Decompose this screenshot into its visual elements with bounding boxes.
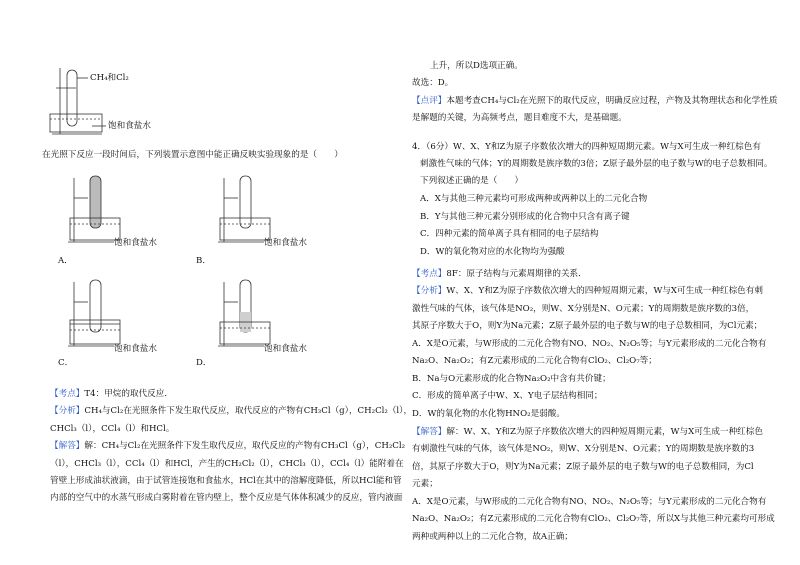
q4-kaodian-row <box>412 269 587 280</box>
q4-option-d: D．W的氧化物对应的水化物均为强酸 <box>420 247 565 257</box>
q4-jieda-line-1 <box>412 427 763 438</box>
dianping-tag: 【点评】 <box>412 96 447 106</box>
q4-fenxi-line-2: 激性气味的气体，该气体是NO₂，则W、X分别是N、O元素；Y的周期数是族序数的3倍， <box>412 304 755 314</box>
q4-fenxi-line-6: B．Na与O元素形成的化合物Na₂O₂中含有共价键； <box>412 374 611 384</box>
apparatus-option-d <box>218 272 298 352</box>
q4-jieda-line-2: 有刺激性气味的气体，该气体是NO₂，则W、X分别是N、O元素；Y的周期数是族序数的3 <box>412 444 755 454</box>
apparatus-option-a <box>68 168 148 248</box>
option-a-letter: A． <box>58 256 73 266</box>
fenxi-line-2: CHCl₃（l），CCl₄（l）和HCl。 <box>50 424 175 434</box>
q4-jieda-line-3: 倍，其原子序数大于O，则Y为Na元素；Z原子最外层的电子数与W的电子总数相同，为Cl <box>412 462 754 472</box>
apparatus-option-c <box>68 272 148 352</box>
q4-jieda-text: 解：W、X、Y和Z为原子序数依次增大的四种短周期元素，W与X可生成一种红棕色 <box>446 427 763 437</box>
fenxi-line-1 <box>50 406 412 417</box>
q4-fenxi-line-8: D．W的氧化物的水化物HNO₂是弱酸。 <box>412 409 565 419</box>
option-a-water-label: 饱和食盐水 <box>114 238 157 248</box>
kaodian-text: T4：甲烷的取代反应． <box>84 389 173 399</box>
option-c-water-label: 饱和食盐水 <box>114 344 157 354</box>
q4-jieda-line-7: 两种或两种以上的二元化合物，故A正确； <box>412 532 573 542</box>
q4-fenxi-line-7: C．形成的简单离子中W、X、Y电子层结构相同； <box>412 391 603 401</box>
option-b-water-label: 饱和食盐水 <box>264 238 307 248</box>
gas-label: CH₄和Cl₂ <box>90 73 129 83</box>
q4-option-c: C．四种元素的简单离子具有相同的电子层结构 <box>420 229 599 239</box>
q4-option-b: B．Y与其他三种元素分别形成的化合物中只含有离子键 <box>420 212 630 222</box>
q4-line-1: 4．（6分）W、X、Y和Z为原子序数依次增大的四种短周期元素。W与X可生成一种红棕色有 <box>412 142 761 152</box>
cont-line-1: 上升，所以D选项正确。 <box>430 61 523 71</box>
q4-jieda-line-4: 元素； <box>412 479 438 489</box>
q4-fenxi-line-3: 其原子序数大于O，则Y为Na元素；Z原子最外层的电子数与W的电子总数相同，为Cl元素； <box>412 321 763 331</box>
q4-fenxi-tag: 【分析】 <box>412 286 447 296</box>
q4-jieda-line-5: A．X是O元素，与W形成的二元化合物有NO、NO₂、N₂O₅等；与Y元素形成的二元化合物有 <box>412 497 767 507</box>
q4-option-a: A．X与其他三种元素均可形成两种或两种以上的二元化合物 <box>420 194 648 204</box>
q4-fenxi-text: W、X、Y和Z为原子序数依次增大的四种短周期元素，W与X可生成一种红棕色有刺 <box>446 286 763 296</box>
kaodian-tag: 【考点】 <box>50 389 85 399</box>
jieda-line-3: 管壁上形成油状液滴，由于试管连接饱和食盐水，HCl在其中的溶解度降低，所以HCl能和管 <box>50 476 402 486</box>
jieda-tag: 【解答】 <box>50 441 85 451</box>
dianping-line-2: 是解题的关键，为高频考点，题目难度不大，是基础题。 <box>412 113 627 123</box>
jieda-line-4: 内部的空气中的水蒸气形成白雾附着在管内壁上，整个反应是气体体积减少的反应，管内液面 <box>50 493 403 503</box>
q4-fenxi-line-5: Na₂O、Na₂O₂；有Z元素形成的二元化合物有ClO₂、Cl₂O₇等； <box>412 356 657 366</box>
apparatus-option-b <box>218 168 298 248</box>
cont-line-2: 故选：D。 <box>412 78 454 88</box>
water-label: 饱和食盐水 <box>108 121 151 131</box>
dianping-line-1 <box>412 96 777 107</box>
option-d-water-label: 饱和食盐水 <box>264 344 307 354</box>
kaodian-row <box>50 389 173 400</box>
q4-fenxi-line-1 <box>412 286 763 297</box>
q4-line-3: 下列叙述正确的是（ ） <box>420 176 524 186</box>
option-d-letter: D． <box>196 358 212 368</box>
jieda-text: 解：CH₄与Cl₂在光照条件下发生取代反应，取代反应的产物有CH₃Cl（g），CH₂Cl₂ <box>84 441 406 451</box>
jieda-line-1 <box>50 441 405 452</box>
option-b-letter: B． <box>196 256 211 266</box>
jieda-line-2: （l），CHCl₃（l），CCl₄（l）和HCl，产生的CH₂Cl₂（l），CHCl₃（l），CCl₄（l）能附着在 <box>50 459 404 469</box>
q4-fenxi-line-4: A．X是O元素，与W形成的二元化合物有NO、NO₂、N₂O₅等；与Y元素形成的二元化合物有 <box>412 339 767 349</box>
q4-jieda-line-6: Na₂O、Na₂O₂；有Z元素形成的二元化合物有ClO₂、Cl₂O₇等，所以X与其他三种元素均可形成 <box>412 514 775 524</box>
q4-jieda-tag: 【解答】 <box>412 427 447 437</box>
q4-line-2: 刺激性气味的气体；Y的周期数是族序数的3倍；Z原子最外层的电子数与W的电子总数相同。 <box>420 159 773 169</box>
fenxi-tag: 【分析】 <box>50 406 85 416</box>
dianping-text: 本题考查CH₄与Cl₂在光照下的取代反应，明确反应过程，产物及其物理状态和化学性质 <box>446 96 778 106</box>
fenxi-text: CH₄与Cl₂在光照条件下发生取代反应，取代反应的产物有CH₃Cl（g），CH₂Cl₂（l）， <box>84 406 413 416</box>
option-c-letter: C． <box>58 358 74 368</box>
q4-kaodian-text: 8F：原子结构与元素周期律的关系． <box>446 269 587 279</box>
q4-kaodian-tag: 【考点】 <box>412 269 447 279</box>
question-line: 在光照下反应一段时间后，下列装置示意图中能正确反映实验现象的是（ ） <box>42 150 343 160</box>
